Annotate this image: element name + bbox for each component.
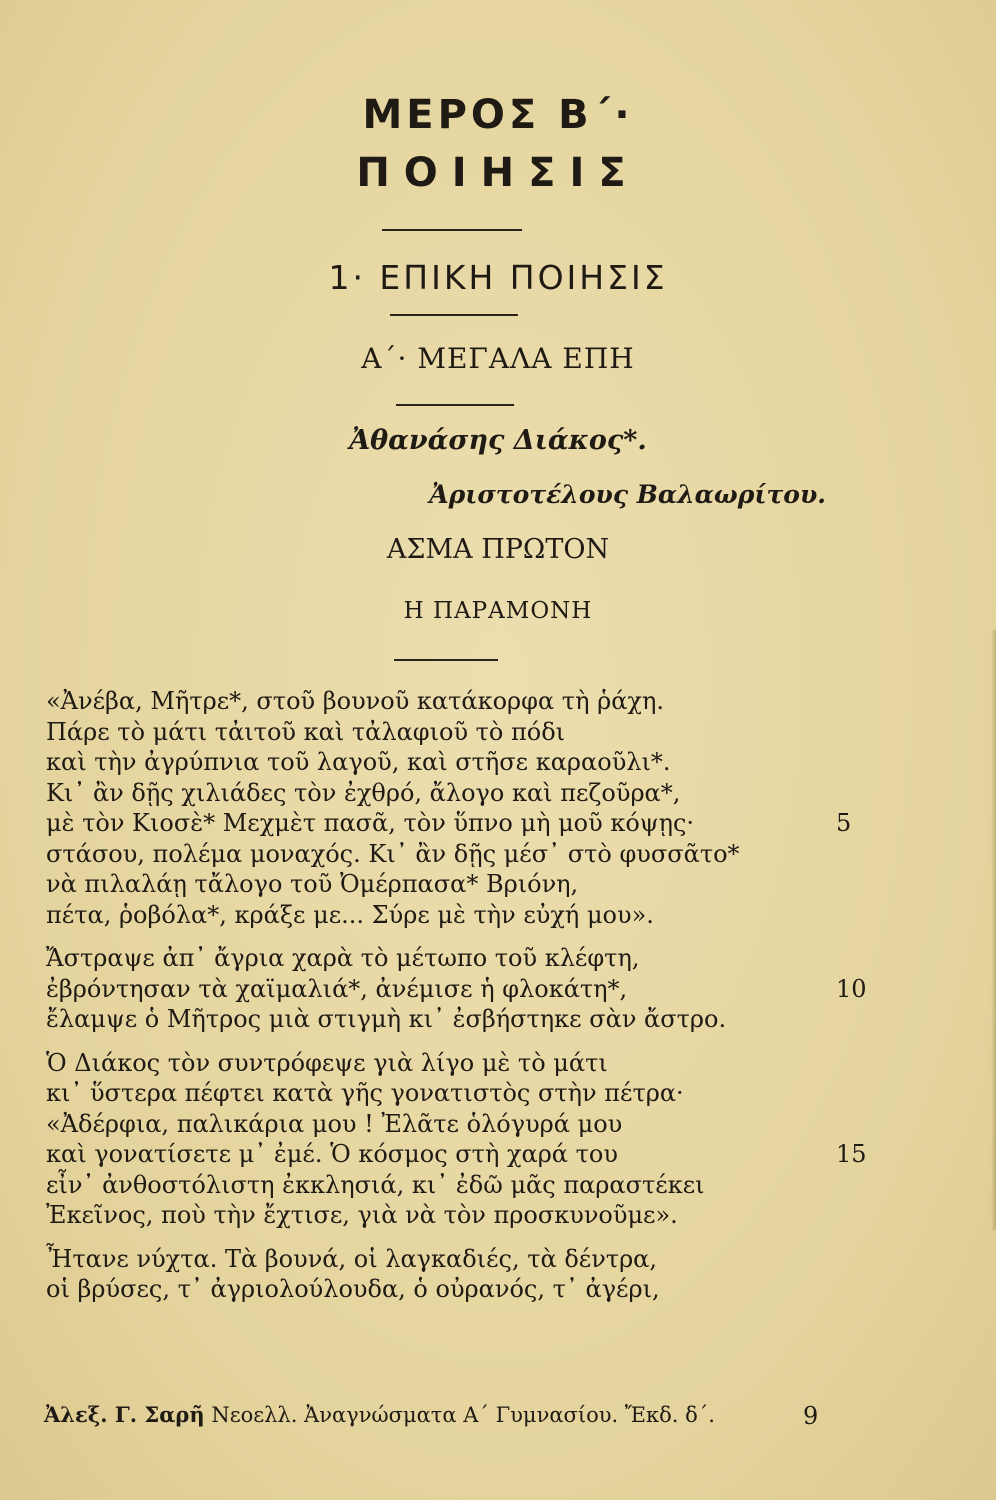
footer-source: Νεοελλ. Ἀναγνώσματα Α΄ Γυμνασίου. Ἔκδ. δ΄.	[211, 1403, 715, 1427]
poem-line	[46, 839, 846, 870]
poem-title: Ἀθανάσης Διάκος*.	[349, 425, 647, 456]
poem-line-text: Ἐκεῖνος, ποὺ τὴν ἔχτισε, γιὰ νὰ τὸν προσκυνοῦμε».	[46, 1201, 678, 1229]
poem-line-text: Ὁ Διάκος τὸν συντρόφεψε γιὰ λίγο μὲ τὸ μάτι	[46, 1048, 608, 1077]
poem-line	[46, 1109, 846, 1140]
stanza	[46, 686, 852, 930]
page-edge-shadow	[991, 630, 996, 1230]
poem-line-text: εἶν᾿ ἀνθοστόλιστη ἐκκλησιά, κι᾿ ἐδῶ μᾶς παραστέκει	[46, 1170, 705, 1199]
category-title: Α΄· ΜΕΓΑΛΑ ΕΠΗ	[361, 342, 635, 375]
poem-line-text: οἱ βρύσες, τ᾿ ἀγριολούλουδα, ὁ οὐρανός, τ᾿ ἀγέρι,	[46, 1275, 660, 1303]
footer-citation	[44, 1402, 824, 1427]
poem-line	[46, 686, 846, 717]
subsection-title: 1· ΕΠΙΚΗ ΠΟΙΗΣΙΣ	[328, 258, 668, 297]
poem-line	[46, 1078, 846, 1109]
poem-line	[46, 900, 846, 931]
divider-rule	[394, 659, 498, 661]
poem-line	[46, 974, 867, 1005]
poem-line	[46, 1200, 846, 1231]
poem-line-text: «Ἀνέβα, Μῆτρε*, στοῦ βουνοῦ κατάκορφα τὴ ῥάχη.	[46, 687, 664, 715]
poem-line-text: καὶ γονατίσετε μ᾿ ἐμέ. Ὁ κόσμος στὴ χαρά του	[46, 1140, 618, 1168]
divider-rule	[396, 404, 514, 406]
part-title: ΜΕΡΟΣ Β΄·	[362, 92, 634, 138]
poem-line	[46, 1170, 846, 1201]
poem-line	[46, 747, 846, 778]
poem-line-text: στάσου, πολέμα μοναχός. Κι᾿ ἂν δῇς μέσ᾿ στὸ φυσσᾶτο*	[46, 839, 740, 868]
divider-rule	[390, 314, 518, 316]
footer-author: Ἀλεξ. Γ. Σαρῆ	[44, 1402, 205, 1427]
poem-line-text: «Ἀδέρφια, παλικάρια μου ! Ἐλᾶτε ὁλόγυρά μου	[46, 1109, 623, 1138]
poem-line	[46, 869, 846, 900]
stanza	[46, 943, 867, 1035]
canto-title: ΑΣΜΑ ΠΡΩΤΟΝ	[386, 534, 610, 565]
poem-line-text: καὶ τὴν ἀγρύπνια τοῦ λαγοῦ, καὶ στῆσε καραοῦλι*.	[46, 748, 671, 776]
poem-body	[46, 686, 867, 1318]
poem-line	[46, 717, 846, 748]
poem-line-text: νὰ πιλαλάῃ τἄλογο τοῦ Ὀμέρπασα* Βριόνη,	[46, 870, 579, 898]
poem-line	[46, 1139, 867, 1170]
poem-line	[46, 1048, 846, 1079]
divider-rule	[382, 229, 522, 231]
poem-line-text: μὲ τὸν Κιοσὲ* Μεχμὲτ πασᾶ, τὸν ὕπνο μὴ μοῦ κόψῃς·	[46, 809, 695, 837]
line-number: 15	[836, 1140, 867, 1168]
poem-line-text: ἔλαμψε ὁ Μῆτρος μιὰ στιγμὴ κι᾿ ἐσβήστηκε σὰν ἄστρο.	[46, 1005, 727, 1033]
poem-line-text: Ἄστραψε ἀπ᾿ ἄγρια χαρὰ τὸ μέτωπο τοῦ κλέφτη,	[46, 944, 640, 972]
poem-line-text: πέτα, ῥοβόλα*, κράξε με... Σύρε μὲ τὴν εὐχή μου».	[46, 900, 654, 929]
canto-subtitle: Η ΠΑΡΑΜΟΝΗ	[403, 598, 593, 624]
line-number: 5	[836, 809, 852, 837]
poem-line	[46, 1274, 846, 1305]
section-title: ΠΟΙΗΣΙΣ	[356, 150, 640, 196]
poem-line	[46, 808, 852, 839]
line-number: 10	[836, 974, 867, 1003]
poem-line	[46, 943, 846, 974]
poem-line-text: κι᾿ ὕστερα πέφτει κατὰ γῆς γονατιστὸς στὴν πέτρα·	[46, 1079, 684, 1107]
poem-author: Ἀριστοτέλους Βαλαωρίτου.	[429, 480, 826, 509]
poem-line-text: Ἦτανε νύχτα. Τὰ βουνά, οἱ λαγκαδιές, τὰ δέντρα,	[46, 1244, 658, 1273]
poem-line	[46, 778, 846, 809]
stanza	[46, 1244, 846, 1305]
poem-line	[46, 1004, 846, 1035]
poem-line-text: Κι᾿ ἂν δῇς χιλιάδες τὸν ἐχθρό, ἄλογο καὶ πεζοῦρα*,	[46, 778, 681, 807]
page-number: 9	[803, 1402, 819, 1430]
poem-line-text: Πάρε τὸ μάτι τἀιτοῦ καὶ τἀλαφιοῦ τὸ πόδι	[46, 717, 566, 746]
poem-line-text: ἐβρόντησαν τὰ χαϊμαλιά*, ἀνέμισε ἡ φλοκάτη*,	[46, 974, 628, 1003]
poem-line	[46, 1244, 846, 1275]
stanza	[46, 1048, 867, 1231]
